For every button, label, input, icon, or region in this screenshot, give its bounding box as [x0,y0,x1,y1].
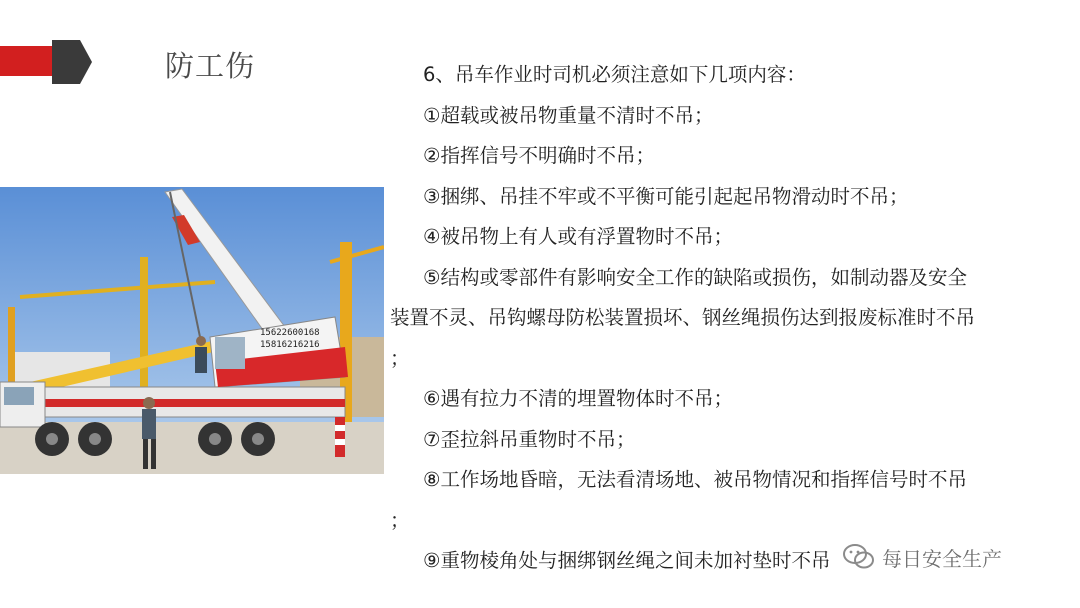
instruction-item-7: ⑦歪拉斜吊重物时不吊； [423,427,636,451]
instruction-item-5-end: ； [390,346,410,370]
instruction-item-3: ③捆绑、吊挂不牢或不平衡可能引起起吊物滑动时不吊； [423,184,909,208]
instruction-text [390,55,1068,582]
watermark [842,542,1002,572]
wechat-icon [842,542,876,572]
instruction-item-4: ④被吊物上有人或有浮置物时不吊； [423,225,733,248]
crane-photo [0,187,384,474]
instruction-heading: 6、吊车作业时司机必须注意如下几项内容： [423,63,806,86]
crane-phone-2: 15816216216 [260,340,320,350]
instruction-item-8: ⑧工作场地昏暗，无法看清场地、被吊物情况和指挥信号时不吊 [423,468,967,491]
instruction-item-9: ⑨重物棱角处与捆绑钢丝绳之间未加衬垫时不吊 [423,549,831,572]
instruction-item-8-end: ； [390,508,410,532]
instruction-item-5-cont: 装置不灵、吊钩螺母防松装置损坏、钢丝绳损伤达到报废标准时不吊 [390,306,976,329]
watermark-text: 每日安全生产 [882,546,1002,571]
crane-phone-1: 15622600168 [260,328,320,338]
instruction-item-1: ①超载或被吊物重量不清时不吊； [423,103,714,127]
instruction-item-6: ⑥遇有拉力不清的埋置物体时不吊； [423,387,733,410]
instruction-item-5: ⑤结构或零部件有影响安全工作的缺陷或损伤，如制动器及安全 [423,265,967,289]
title-accent-bar [0,40,95,84]
page-title: 防工伤 [165,49,256,83]
instruction-item-2: ②指挥信号不明确时不吊； [423,144,655,167]
